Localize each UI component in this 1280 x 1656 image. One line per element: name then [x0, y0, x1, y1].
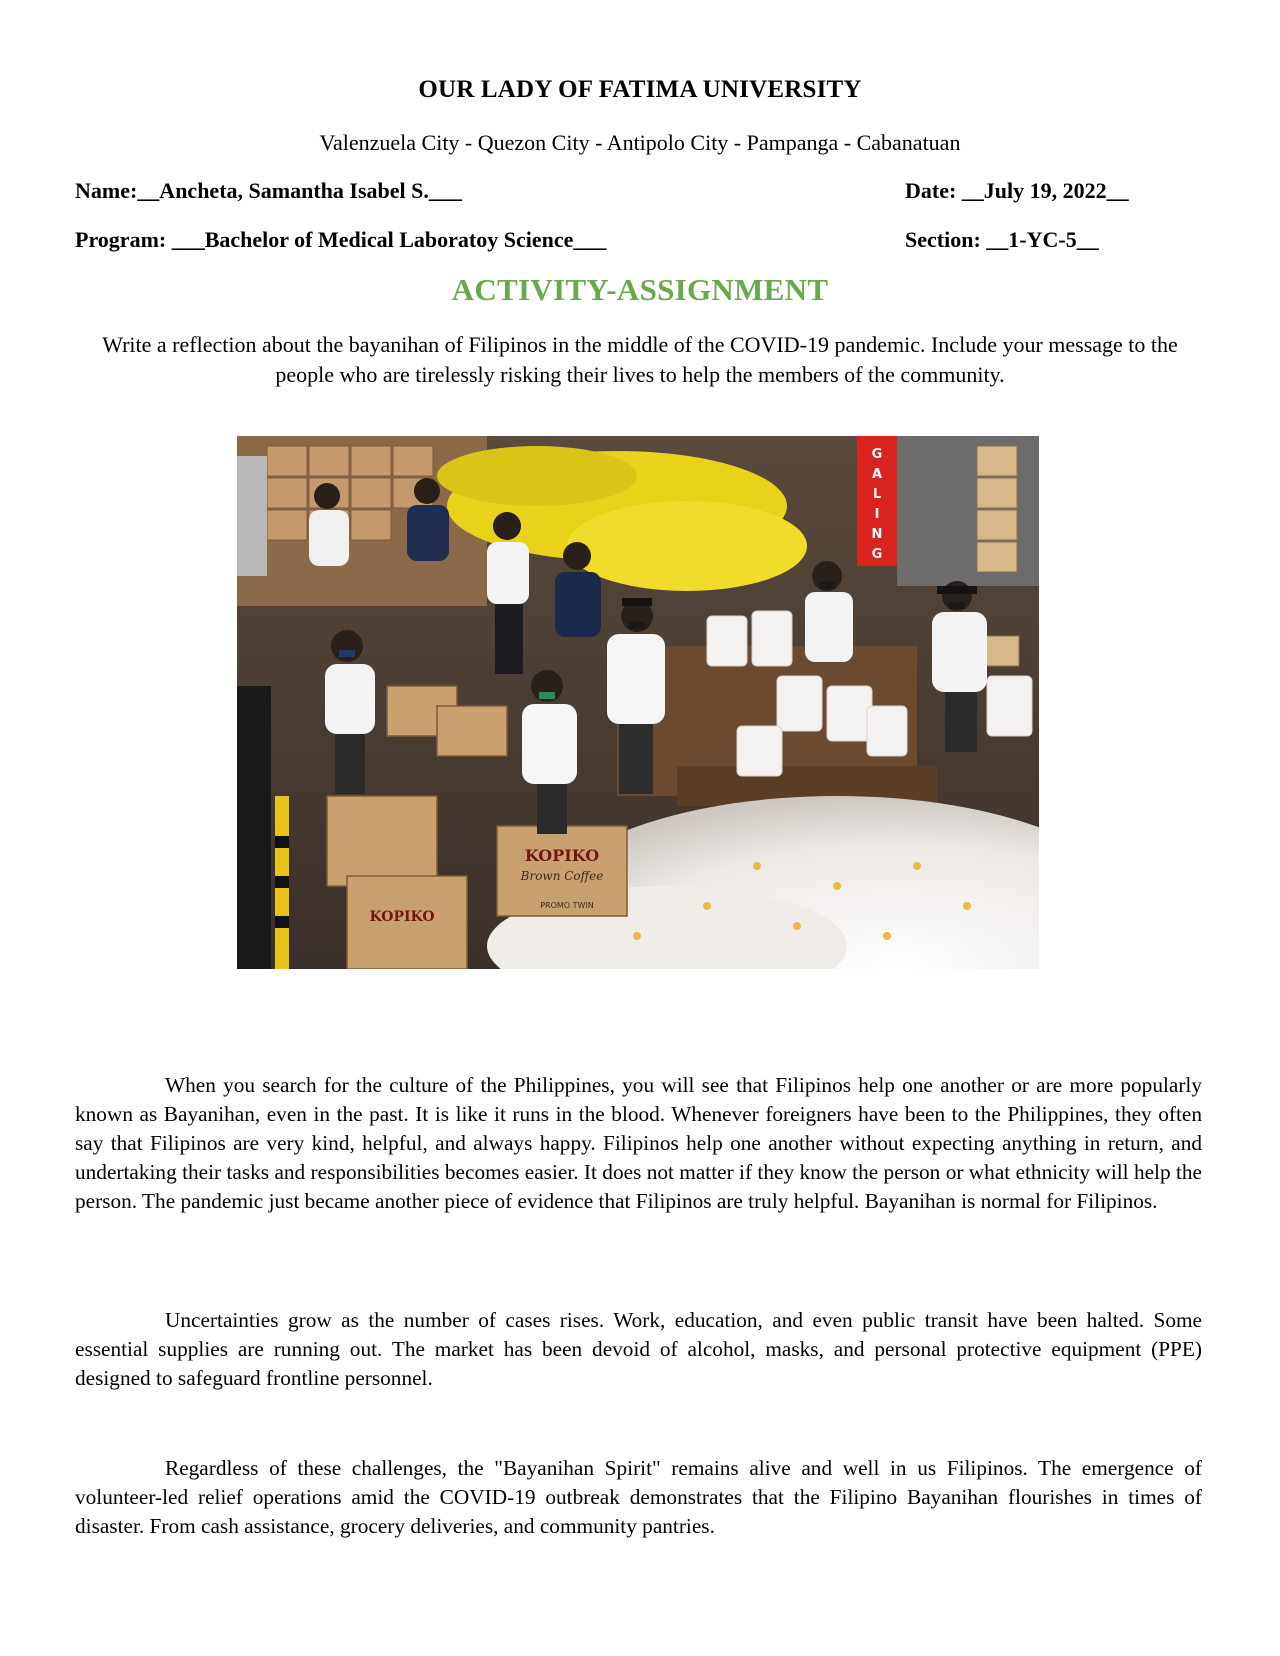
program-field: Program: ___Bachelor of Medical Laboratoy Science___ — [75, 227, 607, 252]
date-field: Date: __July 19, 2022__ — [905, 178, 1129, 203]
banner-letter: G — [871, 447, 883, 462]
banner-letter: L — [872, 487, 882, 502]
box-subtitle-text: Brown Coffee — [520, 869, 604, 883]
student-name-field: Name:__Ancheta, Samantha Isabel S.___ — [75, 178, 462, 203]
section-field: Section: __1-YC-5__ — [905, 227, 1099, 252]
banner-letter: G — [871, 547, 883, 562]
reflection-paragraph-1: When you search for the culture of the Philippines, you will see that Filipinos help one another or are more popularly known as Bayanihan, even in the past. It is like it runs in the blood. Whenever foreigners have been to the Philippines, they often say that Filipinos are very kind, helpful, and always happy. Filipinos help one another without expecting anything in return, and undertaking their tasks and responsibilities becomes easier. It does not matter if they know the person or what ethnicity will help the person. The pandemic just became another piece of evidence that Filipinos are truly helpful. Bayanihan is normal for Filipinos. — [75, 1073, 1202, 1213]
reflection-paragraph-2: Uncertainties grow as the number of cases rises. Work, education, and even public transit have been halted. Some essential supplies are running out. The market has been devoid of alcohol, masks, and personal protective equipment (PPE) designed to safeguard frontline personnel. — [75, 1308, 1202, 1390]
box-promo-text: PROMO TWIN — [540, 901, 594, 910]
box-brand-text: KOPIKO — [524, 846, 600, 865]
university-name: OUR LADY OF FATIMA UNIVERSITY — [418, 76, 862, 103]
activity-instructions: Write a reflection about the bayanihan of Filipinos in the middle of the COVID-19 pandemic. Include your message to the people who are tirelessly risking their lives to help the members of the community. — [102, 332, 1178, 387]
activity-title: ACTIVITY-ASSIGNMENT — [451, 272, 829, 307]
reflection-paragraph-3: Regardless of these challenges, the "Bayanihan Spirit" remains alive and well in us Filipinos. The emergence of volunteer-led relief operations amid the COVID-19 outbreak demonstrates that the Filipino Bayanihan flourishes in times of disaster. From cash assistance, grocery deliveries, and community pantries. — [75, 1456, 1202, 1538]
banner-letter: I — [874, 507, 880, 522]
banner-letter: N — [871, 527, 883, 542]
banner-letter: A — [871, 467, 883, 482]
relief-operations-photo — [237, 436, 1039, 969]
campus-list: Valenzuela City - Quezon City - Antipolo City - Pampanga - Cabanatuan — [319, 130, 961, 155]
box-brand-text: KOPIKO — [369, 909, 435, 925]
